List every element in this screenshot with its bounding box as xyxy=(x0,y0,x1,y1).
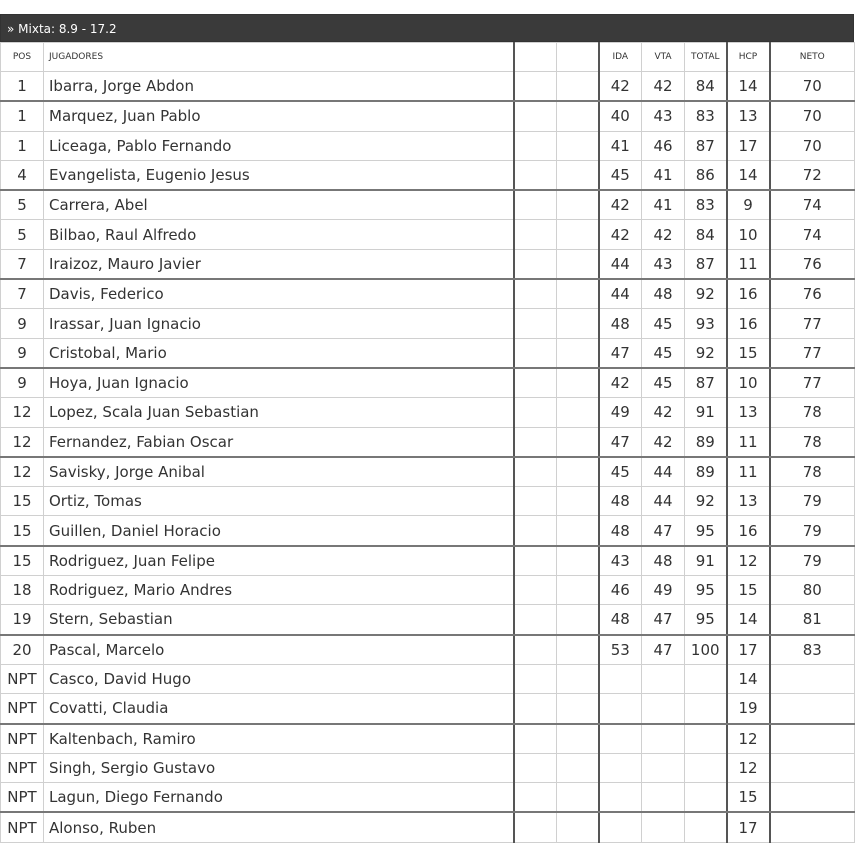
header-pos: POS xyxy=(1,43,44,72)
neto-score: 78 xyxy=(770,398,855,427)
table-row xyxy=(1,487,855,516)
total-score: 95 xyxy=(685,605,727,635)
hcp-value: 14 xyxy=(727,160,770,190)
total-score xyxy=(685,724,727,754)
neto-score: 74 xyxy=(770,220,855,249)
neto-score xyxy=(770,753,855,782)
empty-cell-2 xyxy=(557,724,599,754)
total-score: 89 xyxy=(685,427,727,457)
hcp-value: 10 xyxy=(727,368,770,398)
ida-score: 49 xyxy=(599,398,642,427)
hcp-value: 19 xyxy=(727,694,770,724)
empty-cell-1 xyxy=(514,812,557,842)
empty-cell-2 xyxy=(557,427,599,457)
vta-score: 41 xyxy=(642,160,685,190)
empty-cell-1 xyxy=(514,753,557,782)
empty-cell-1 xyxy=(514,487,557,516)
table-row xyxy=(1,279,855,309)
vta-score: 49 xyxy=(642,576,685,605)
hcp-value: 17 xyxy=(727,131,770,160)
hcp-value: 10 xyxy=(727,220,770,249)
player-name: Alonso, Ruben xyxy=(44,812,514,842)
empty-cell-1 xyxy=(514,190,557,220)
vta-score: 47 xyxy=(642,516,685,546)
pos-cell: 12 xyxy=(1,427,44,457)
empty-cell-2 xyxy=(557,190,599,220)
player-name: Fernandez, Fabian Oscar xyxy=(44,427,514,457)
ida-score: 41 xyxy=(599,131,642,160)
vta-score: 45 xyxy=(642,368,685,398)
pos-cell: 12 xyxy=(1,457,44,487)
header-empty-1 xyxy=(514,43,557,72)
neto-score xyxy=(770,694,855,724)
ida-score: 47 xyxy=(599,338,642,368)
results-panel xyxy=(0,14,854,843)
pos-cell: 4 xyxy=(1,160,44,190)
pos-cell: NPT xyxy=(1,664,44,693)
total-score xyxy=(685,812,727,842)
empty-cell-2 xyxy=(557,516,599,546)
pos-cell: 1 xyxy=(1,131,44,160)
empty-cell-2 xyxy=(557,753,599,782)
hcp-value: 13 xyxy=(727,398,770,427)
empty-cell-2 xyxy=(557,309,599,338)
hcp-value: 16 xyxy=(727,309,770,338)
empty-cell-1 xyxy=(514,338,557,368)
empty-cell-1 xyxy=(514,398,557,427)
player-name: Rodriguez, Juan Felipe xyxy=(44,546,514,576)
pos-cell: NPT xyxy=(1,812,44,842)
empty-cell-2 xyxy=(557,605,599,635)
empty-cell-2 xyxy=(557,812,599,842)
hcp-value: 11 xyxy=(727,457,770,487)
ida-score xyxy=(599,694,642,724)
category-title: » Mixta: 8.9 - 17.2 xyxy=(0,14,854,42)
hcp-value: 13 xyxy=(727,487,770,516)
empty-cell-1 xyxy=(514,427,557,457)
hcp-value: 12 xyxy=(727,753,770,782)
total-score: 83 xyxy=(685,101,727,131)
results-table xyxy=(0,42,855,843)
ida-score: 47 xyxy=(599,427,642,457)
empty-cell-2 xyxy=(557,131,599,160)
empty-cell-2 xyxy=(557,487,599,516)
player-name: Hoya, Juan Ignacio xyxy=(44,368,514,398)
neto-score: 83 xyxy=(770,635,855,665)
neto-score: 70 xyxy=(770,72,855,102)
ida-score xyxy=(599,812,642,842)
player-name: Stern, Sebastian xyxy=(44,605,514,635)
empty-cell-1 xyxy=(514,546,557,576)
empty-cell-2 xyxy=(557,664,599,693)
pos-cell: 5 xyxy=(1,220,44,249)
player-name: Marquez, Juan Pablo xyxy=(44,101,514,131)
empty-cell-1 xyxy=(514,368,557,398)
pos-cell: 7 xyxy=(1,249,44,279)
ida-score: 48 xyxy=(599,309,642,338)
total-score: 92 xyxy=(685,338,727,368)
empty-cell-2 xyxy=(557,338,599,368)
neto-score: 78 xyxy=(770,457,855,487)
vta-score: 45 xyxy=(642,309,685,338)
header-ida: IDA xyxy=(599,43,642,72)
vta-score: 41 xyxy=(642,190,685,220)
empty-cell-1 xyxy=(514,101,557,131)
ida-score xyxy=(599,664,642,693)
hcp-value: 11 xyxy=(727,249,770,279)
empty-cell-1 xyxy=(514,279,557,309)
header-hcp: HCP xyxy=(727,43,770,72)
table-row xyxy=(1,131,855,160)
player-name: Ibarra, Jorge Abdon xyxy=(44,72,514,102)
ida-score: 44 xyxy=(599,279,642,309)
empty-cell-2 xyxy=(557,279,599,309)
ida-score: 42 xyxy=(599,72,642,102)
player-name: Davis, Federico xyxy=(44,279,514,309)
header-vta: VTA xyxy=(642,43,685,72)
hcp-value: 14 xyxy=(727,605,770,635)
neto-score: 76 xyxy=(770,279,855,309)
player-name: Rodriguez, Mario Andres xyxy=(44,576,514,605)
neto-score: 70 xyxy=(770,131,855,160)
total-score xyxy=(685,694,727,724)
pos-cell: 7 xyxy=(1,279,44,309)
table-row xyxy=(1,457,855,487)
vta-score: 46 xyxy=(642,131,685,160)
neto-score: 74 xyxy=(770,190,855,220)
total-score: 91 xyxy=(685,398,727,427)
hcp-value: 9 xyxy=(727,190,770,220)
table-row xyxy=(1,694,855,724)
vta-score xyxy=(642,694,685,724)
table-row xyxy=(1,160,855,190)
pos-cell: 1 xyxy=(1,72,44,102)
ida-score: 48 xyxy=(599,516,642,546)
empty-cell-2 xyxy=(557,72,599,102)
table-row xyxy=(1,249,855,279)
ida-score: 46 xyxy=(599,576,642,605)
ida-score: 48 xyxy=(599,487,642,516)
total-score: 87 xyxy=(685,368,727,398)
hcp-value: 16 xyxy=(727,516,770,546)
vta-score: 44 xyxy=(642,457,685,487)
hcp-value: 16 xyxy=(727,279,770,309)
table-row xyxy=(1,812,855,842)
ida-score: 42 xyxy=(599,220,642,249)
vta-score: 42 xyxy=(642,398,685,427)
empty-cell-1 xyxy=(514,724,557,754)
table-row xyxy=(1,516,855,546)
empty-cell-1 xyxy=(514,160,557,190)
table-row xyxy=(1,398,855,427)
ida-score: 53 xyxy=(599,635,642,665)
empty-cell-1 xyxy=(514,309,557,338)
player-name: Casco, David Hugo xyxy=(44,664,514,693)
hcp-value: 15 xyxy=(727,783,770,813)
total-score: 84 xyxy=(685,220,727,249)
ida-score: 42 xyxy=(599,190,642,220)
hcp-value: 17 xyxy=(727,812,770,842)
player-name: Bilbao, Raul Alfredo xyxy=(44,220,514,249)
table-row xyxy=(1,338,855,368)
pos-cell: 9 xyxy=(1,368,44,398)
pos-cell: 15 xyxy=(1,546,44,576)
pos-cell: NPT xyxy=(1,694,44,724)
hcp-value: 17 xyxy=(727,635,770,665)
hcp-value: 12 xyxy=(727,724,770,754)
table-row xyxy=(1,753,855,782)
empty-cell-2 xyxy=(557,101,599,131)
player-name: Kaltenbach, Ramiro xyxy=(44,724,514,754)
table-row xyxy=(1,72,855,102)
vta-score: 43 xyxy=(642,101,685,131)
neto-score: 79 xyxy=(770,516,855,546)
player-name: Pascal, Marcelo xyxy=(44,635,514,665)
vta-score: 45 xyxy=(642,338,685,368)
total-score: 87 xyxy=(685,249,727,279)
vta-score: 42 xyxy=(642,220,685,249)
empty-cell-2 xyxy=(557,694,599,724)
table-row xyxy=(1,190,855,220)
empty-cell-2 xyxy=(557,576,599,605)
table-row xyxy=(1,220,855,249)
empty-cell-2 xyxy=(557,546,599,576)
neto-score: 70 xyxy=(770,101,855,131)
player-name: Iraizoz, Mauro Javier xyxy=(44,249,514,279)
pos-cell: NPT xyxy=(1,753,44,782)
hcp-value: 15 xyxy=(727,338,770,368)
empty-cell-2 xyxy=(557,398,599,427)
empty-cell-2 xyxy=(557,249,599,279)
table-row xyxy=(1,546,855,576)
ida-score: 48 xyxy=(599,605,642,635)
table-row xyxy=(1,101,855,131)
ida-score: 42 xyxy=(599,368,642,398)
pos-cell: 20 xyxy=(1,635,44,665)
table-row xyxy=(1,427,855,457)
vta-score xyxy=(642,812,685,842)
total-score: 95 xyxy=(685,516,727,546)
table-row xyxy=(1,664,855,693)
player-name: Singh, Sergio Gustavo xyxy=(44,753,514,782)
ida-score: 45 xyxy=(599,160,642,190)
table-row xyxy=(1,724,855,754)
player-name: Lopez, Scala Juan Sebastian xyxy=(44,398,514,427)
ida-score: 44 xyxy=(599,249,642,279)
vta-score: 43 xyxy=(642,249,685,279)
neto-score: 77 xyxy=(770,309,855,338)
vta-score xyxy=(642,783,685,813)
empty-cell-1 xyxy=(514,457,557,487)
empty-cell-2 xyxy=(557,783,599,813)
player-name: Irassar, Juan Ignacio xyxy=(44,309,514,338)
empty-cell-1 xyxy=(514,635,557,665)
neto-score xyxy=(770,664,855,693)
pos-cell: 9 xyxy=(1,309,44,338)
empty-cell-1 xyxy=(514,694,557,724)
empty-cell-2 xyxy=(557,160,599,190)
ida-score: 43 xyxy=(599,546,642,576)
hcp-value: 12 xyxy=(727,546,770,576)
table-row xyxy=(1,635,855,665)
player-name: Evangelista, Eugenio Jesus xyxy=(44,160,514,190)
total-score: 100 xyxy=(685,635,727,665)
neto-score: 79 xyxy=(770,546,855,576)
vta-score: 48 xyxy=(642,279,685,309)
ida-score: 40 xyxy=(599,101,642,131)
empty-cell-1 xyxy=(514,605,557,635)
empty-cell-1 xyxy=(514,516,557,546)
empty-cell-1 xyxy=(514,576,557,605)
header-total: TOTAL xyxy=(685,43,727,72)
total-score: 86 xyxy=(685,160,727,190)
header-row xyxy=(1,43,855,72)
neto-score: 81 xyxy=(770,605,855,635)
total-score xyxy=(685,753,727,782)
table-row xyxy=(1,605,855,635)
vta-score xyxy=(642,664,685,693)
neto-score xyxy=(770,812,855,842)
empty-cell-1 xyxy=(514,664,557,693)
total-score xyxy=(685,664,727,693)
pos-cell: 1 xyxy=(1,101,44,131)
player-name: Liceaga, Pablo Fernando xyxy=(44,131,514,160)
total-score: 95 xyxy=(685,576,727,605)
hcp-value: 14 xyxy=(727,664,770,693)
total-score: 92 xyxy=(685,279,727,309)
ida-score: 45 xyxy=(599,457,642,487)
player-name: Carrera, Abel xyxy=(44,190,514,220)
header-empty-2 xyxy=(557,43,599,72)
empty-cell-1 xyxy=(514,783,557,813)
neto-score: 79 xyxy=(770,487,855,516)
vta-score: 48 xyxy=(642,546,685,576)
vta-score: 42 xyxy=(642,427,685,457)
player-name: Ortiz, Tomas xyxy=(44,487,514,516)
total-score: 84 xyxy=(685,72,727,102)
total-score: 93 xyxy=(685,309,727,338)
pos-cell: NPT xyxy=(1,724,44,754)
neto-score: 76 xyxy=(770,249,855,279)
total-score: 92 xyxy=(685,487,727,516)
empty-cell-1 xyxy=(514,72,557,102)
empty-cell-2 xyxy=(557,635,599,665)
total-score: 89 xyxy=(685,457,727,487)
vta-score xyxy=(642,753,685,782)
hcp-value: 13 xyxy=(727,101,770,131)
hcp-value: 15 xyxy=(727,576,770,605)
player-name: Savisky, Jorge Anibal xyxy=(44,457,514,487)
neto-score: 80 xyxy=(770,576,855,605)
pos-cell: NPT xyxy=(1,783,44,813)
hcp-value: 11 xyxy=(727,427,770,457)
player-name: Covatti, Claudia xyxy=(44,694,514,724)
empty-cell-1 xyxy=(514,249,557,279)
header-jugadores: JUGADORES xyxy=(44,43,514,72)
hcp-value: 14 xyxy=(727,72,770,102)
player-name: Cristobal, Mario xyxy=(44,338,514,368)
header-neto: NETO xyxy=(770,43,855,72)
vta-score: 47 xyxy=(642,605,685,635)
vta-score: 42 xyxy=(642,72,685,102)
empty-cell-1 xyxy=(514,220,557,249)
ida-score xyxy=(599,753,642,782)
neto-score xyxy=(770,724,855,754)
pos-cell: 15 xyxy=(1,487,44,516)
table-row xyxy=(1,309,855,338)
pos-cell: 9 xyxy=(1,338,44,368)
ida-score xyxy=(599,724,642,754)
table-row xyxy=(1,783,855,813)
total-score: 91 xyxy=(685,546,727,576)
total-score xyxy=(685,783,727,813)
pos-cell: 18 xyxy=(1,576,44,605)
total-score: 83 xyxy=(685,190,727,220)
empty-cell-1 xyxy=(514,131,557,160)
player-name: Guillen, Daniel Horacio xyxy=(44,516,514,546)
ida-score xyxy=(599,783,642,813)
neto-score: 77 xyxy=(770,338,855,368)
neto-score: 77 xyxy=(770,368,855,398)
neto-score: 72 xyxy=(770,160,855,190)
pos-cell: 5 xyxy=(1,190,44,220)
pos-cell: 15 xyxy=(1,516,44,546)
empty-cell-2 xyxy=(557,368,599,398)
table-row xyxy=(1,576,855,605)
total-score: 87 xyxy=(685,131,727,160)
empty-cell-2 xyxy=(557,457,599,487)
vta-score: 44 xyxy=(642,487,685,516)
pos-cell: 12 xyxy=(1,398,44,427)
table-row xyxy=(1,368,855,398)
neto-score xyxy=(770,783,855,813)
neto-score: 78 xyxy=(770,427,855,457)
vta-score: 47 xyxy=(642,635,685,665)
pos-cell: 19 xyxy=(1,605,44,635)
vta-score xyxy=(642,724,685,754)
empty-cell-2 xyxy=(557,220,599,249)
player-name: Lagun, Diego Fernando xyxy=(44,783,514,813)
